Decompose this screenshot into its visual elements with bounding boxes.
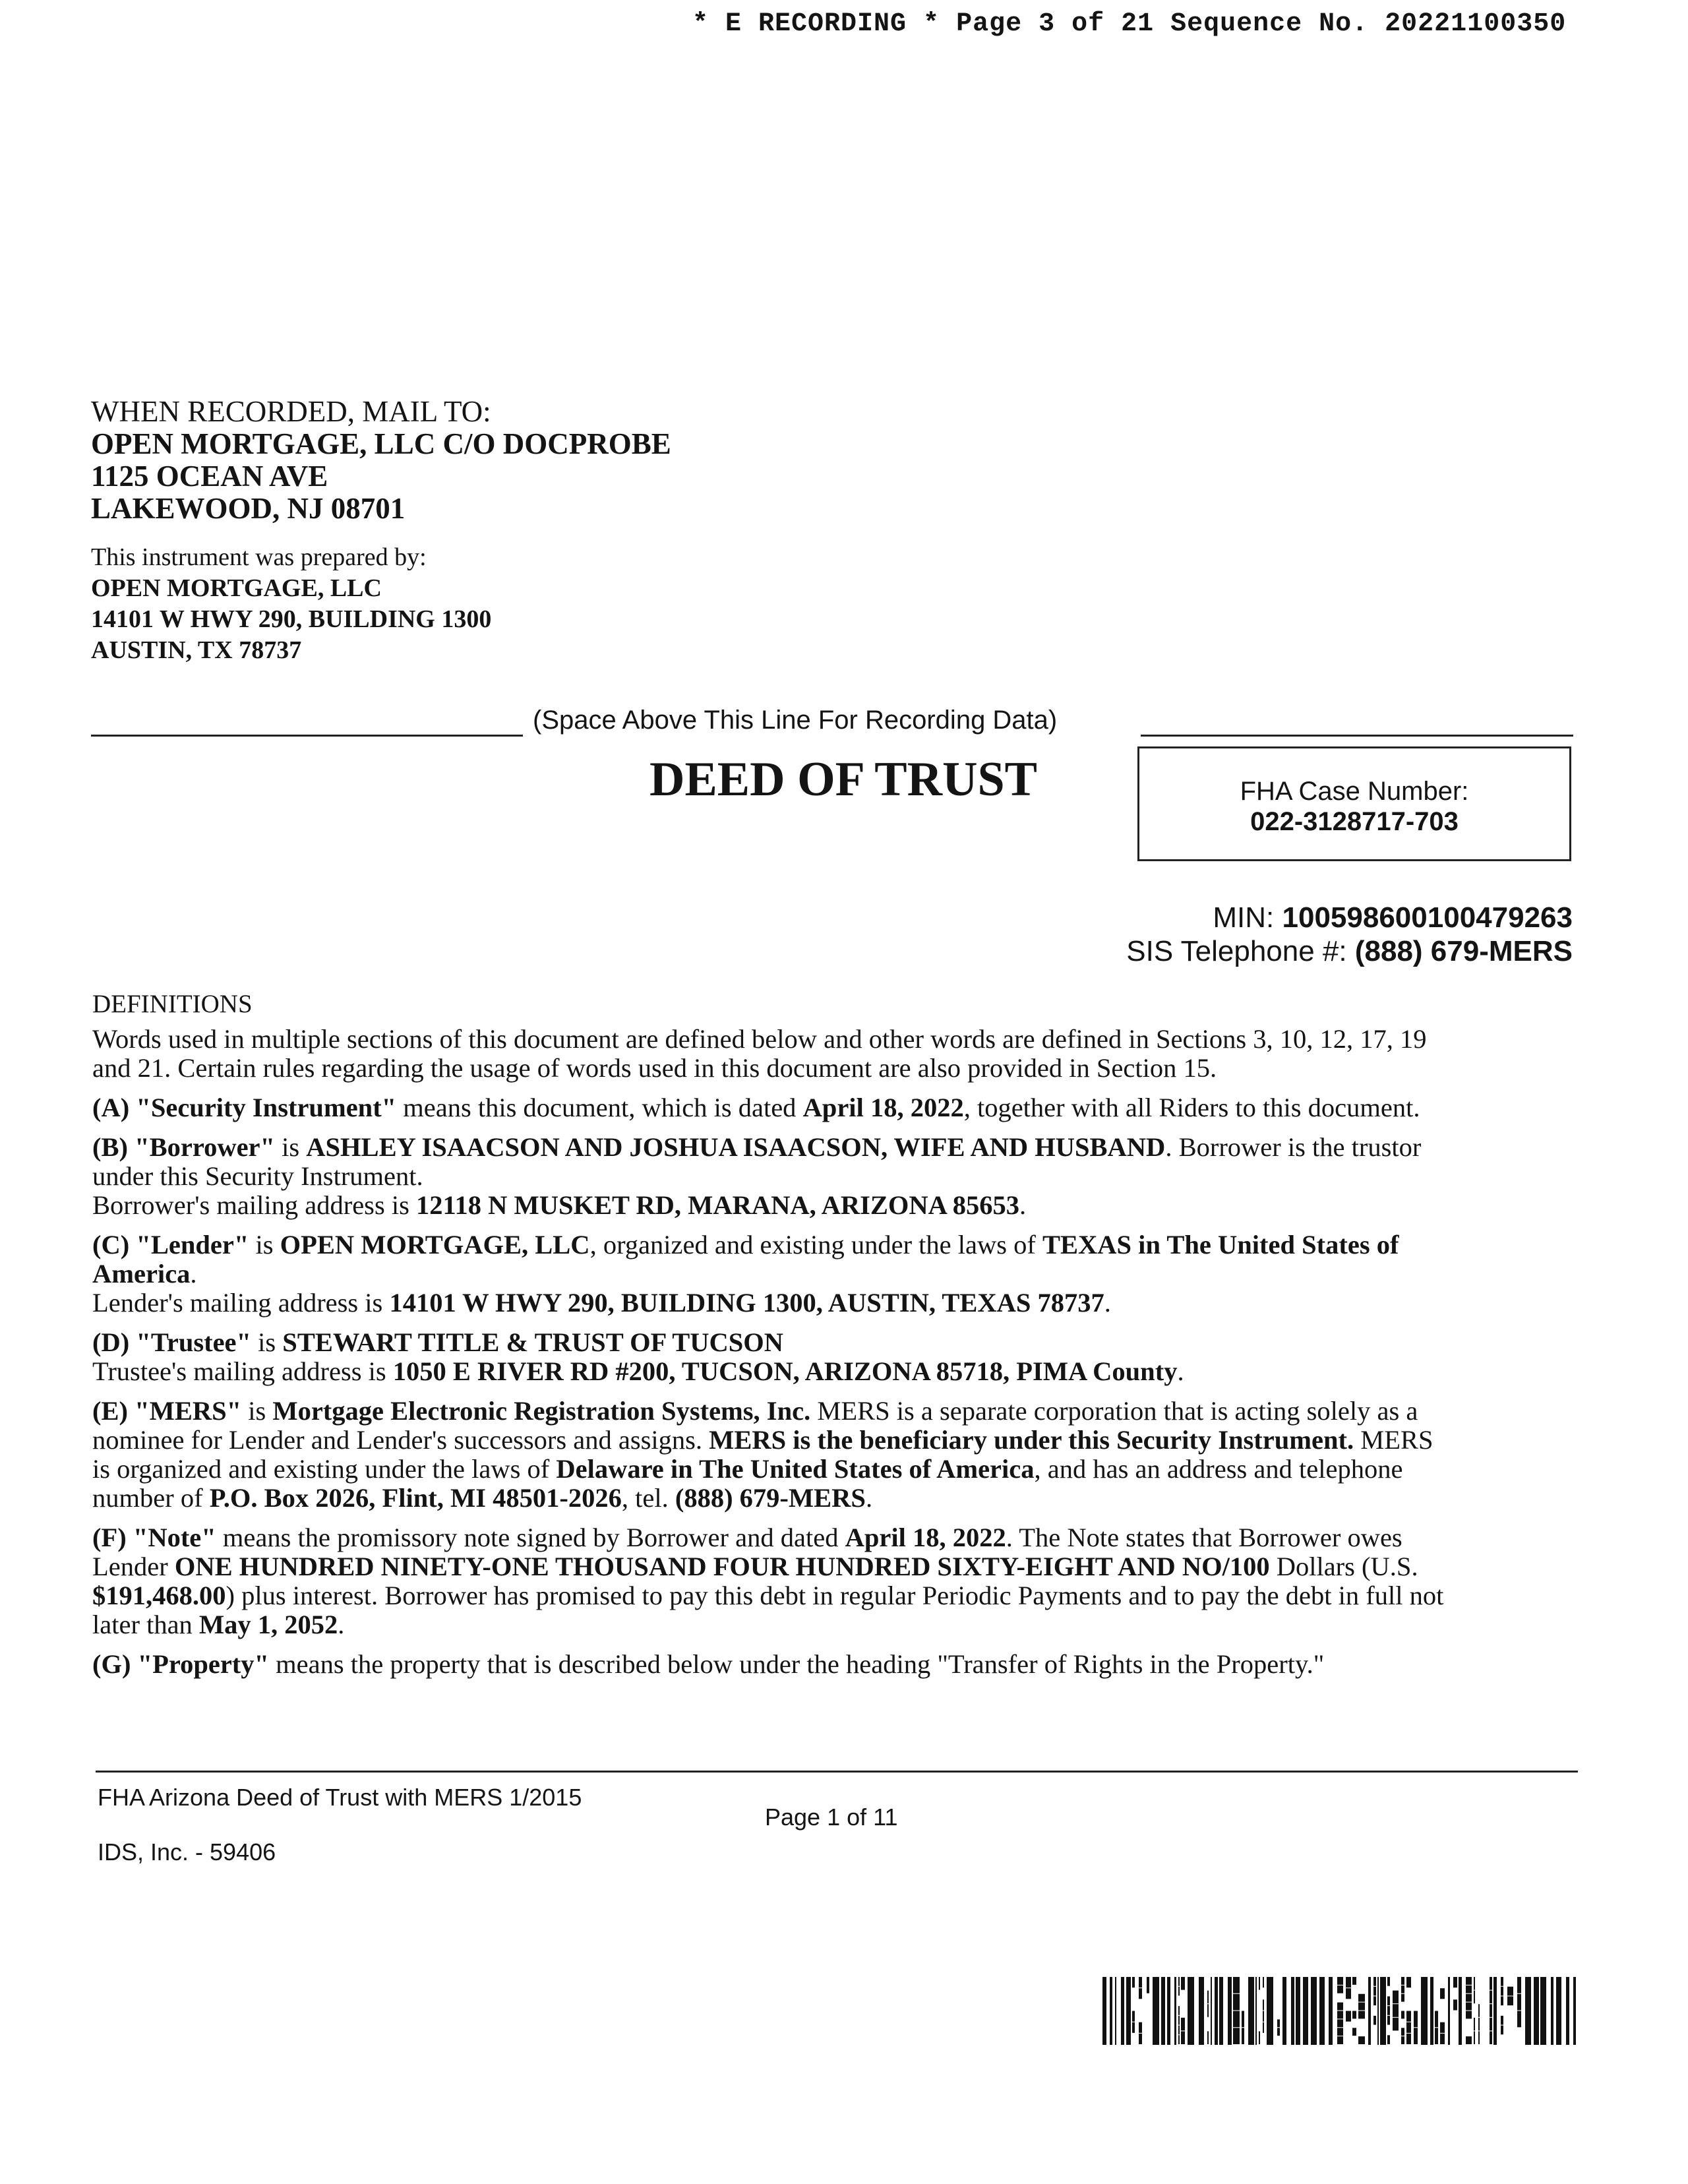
loan-amount: $191,468.00 — [92, 1581, 226, 1610]
prepared-by-label: This instrument was prepared by: — [91, 543, 427, 571]
mail-to-block — [91, 396, 882, 525]
borrower-names: ASHLEY ISAACSON AND JOSHUA ISAACSON, WIFE AND HUSBAND — [306, 1132, 1166, 1162]
barcode — [1102, 1977, 1576, 2045]
recording-space-label: (Space Above This Line For Recording Data) — [533, 706, 1058, 735]
definitions-body — [92, 1025, 1576, 1689]
recording-space-rule-right — [1141, 735, 1573, 737]
trustee-name: STEWART TITLE & TRUST OF TUCSON — [282, 1327, 784, 1357]
document-title: DEED OF TRUST — [649, 752, 1038, 806]
definition-term: (D) "Trustee" — [92, 1327, 252, 1357]
lender-jurisdiction: TEXAS in The United States of — [1042, 1230, 1399, 1259]
fha-case-number: 022-3128717-703 — [1250, 807, 1459, 836]
definition-term: (C) "Lender" — [92, 1230, 249, 1259]
min-line — [989, 901, 1573, 934]
recording-space-rule-left — [91, 735, 523, 737]
sis-telephone-line — [923, 935, 1573, 968]
footer-page-number: Page 1 of 11 — [765, 1804, 898, 1831]
fha-case-label: FHA Case Number: — [1240, 777, 1469, 806]
sis-label: SIS Telephone #: — [1126, 935, 1347, 967]
lender-name: OPEN MORTGAGE, LLC — [280, 1230, 590, 1259]
definition-d: (D) "Trustee" is STEWART TITLE & TRUST OF TUCSON Trustee's mailing address is 1050 E RIVER RD #200, TUCSON, ARIZONA 85718, PIMA County. — [92, 1327, 1184, 1386]
mail-to-label: WHEN RECORDED, MAIL TO: — [91, 395, 491, 428]
footer-ids: IDS, Inc. - 59406 — [98, 1838, 276, 1866]
mail-to-street: 1125 OCEAN AVE — [91, 460, 328, 493]
definitions-heading: DEFINITIONS — [92, 990, 253, 1018]
mers-name: Mortgage Electronic Registration Systems, Inc. — [272, 1396, 811, 1426]
prepared-by-city: AUSTIN, TX 78737 — [91, 636, 302, 664]
definition-term: (G) "Property" — [92, 1649, 270, 1679]
sis-value: (888) 679-MERS — [1354, 935, 1573, 967]
definition-term: (B) "Borrower" — [92, 1132, 276, 1162]
definition-g: (G) "Property" means the property that is described below under the heading "Transfer of Rights in the Property." — [92, 1649, 1325, 1679]
mail-to-city: LAKEWOOD, NJ 08701 — [91, 492, 406, 525]
trustee-address: 1050 E RIVER RD #200, TUCSON, ARIZONA 85718, PIMA County — [392, 1356, 1178, 1386]
prepared-by-street: 14101 W HWY 290, BUILDING 1300 — [91, 605, 492, 633]
footer-form-name: FHA Arizona Deed of Trust with MERS 1/2015 — [98, 1784, 582, 1811]
prepared-by-name: OPEN MORTGAGE, LLC — [91, 574, 382, 602]
definition-term: (E) "MERS" — [92, 1396, 242, 1426]
min-label: MIN: — [1213, 901, 1275, 934]
definition-term: (A) "Security Instrument" — [92, 1093, 397, 1122]
intro-line: and 21. Certain rules regarding the usage of words used in this document are also provided in Section 15. — [92, 1053, 1217, 1083]
prepared-by-block — [91, 542, 882, 666]
note-date: April 18, 2022 — [845, 1523, 1006, 1552]
maturity-date: May 1, 2052 — [198, 1610, 338, 1639]
definition-f: (F) "Note" means the promissory note signed by Borrower and dated April 18, 2022. The Note states that Borrower owes Lender ONE HUNDRED NINETY-ONE THOUSAND FOUR HUNDRED SIXTY-EIGHT AND NO/100 Dollars (U.S. $191,468.00) plus interest. Borrower has promised to pay this debt in regular Periodic Payments and to pay the debt in full not later than May 1, 2052. — [92, 1523, 1444, 1639]
min-value: 100598600100479263 — [1282, 901, 1573, 934]
intro-line: Words used in multiple sections of this document are defined below and other words are defined in Sections 3, 10, 12, 17, 19 — [92, 1024, 1427, 1054]
loan-amount-words: ONE HUNDRED NINETY-ONE THOUSAND FOUR HUNDRED SIXTY-EIGHT AND NO/100 — [174, 1552, 1270, 1581]
lender-address: 14101 W HWY 290, BUILDING 1300, AUSTIN, TEXAS 78737 — [389, 1288, 1104, 1318]
definition-c: (C) "Lender" is OPEN MORTGAGE, LLC, organized and existing under the laws of TEXAS in The United States of America. Lender's mailing address is 14101 W HWY 290, BUILDING 1300, AUSTIN, TEXAS 78737. — [92, 1230, 1399, 1318]
definition-e: (E) "MERS" is Mortgage Electronic Registration Systems, Inc. MERS is a separate corporation that is acting solely as a nominee for Lender and Lender's successors and assigns. MERS is the beneficiary under this Security Instrument. MERS is organized and existing under the laws of Delaware in The United States of America, and has an address and telephone number of P.O. Box 2026, Flint, MI 48501-2026, tel. (888) 679-MERS. — [92, 1396, 1433, 1513]
definition-a: (A) "Security Instrument" means this document, which is dated April 18, 2022, together with all Riders to this document. — [92, 1093, 1420, 1122]
mail-to-name: OPEN MORTGAGE, LLC C/O DOCPROBE — [91, 427, 671, 460]
security-instrument-date: April 18, 2022 — [802, 1093, 964, 1122]
recording-header: * E RECORDING * Page 3 of 21 Sequence No. 20221100350 — [692, 9, 1567, 39]
definition-term: (F) "Note" — [92, 1523, 216, 1552]
borrower-address: 12118 N MUSKET RD, MARANA, ARIZONA 85653 — [415, 1190, 1020, 1220]
definitions-intro — [92, 1025, 1576, 1083]
footer-rule — [96, 1771, 1578, 1773]
definition-b: (B) "Borrower" is ASHLEY ISAACSON AND JOSHUA ISAACSON, WIFE AND HUSBAND. Borrower is the trustor under this Security Instrument. Borrower's mailing address is 12118 N MUSKET RD, MARANA, ARIZONA 85653. — [92, 1132, 1422, 1220]
fha-case-box — [1137, 746, 1571, 861]
